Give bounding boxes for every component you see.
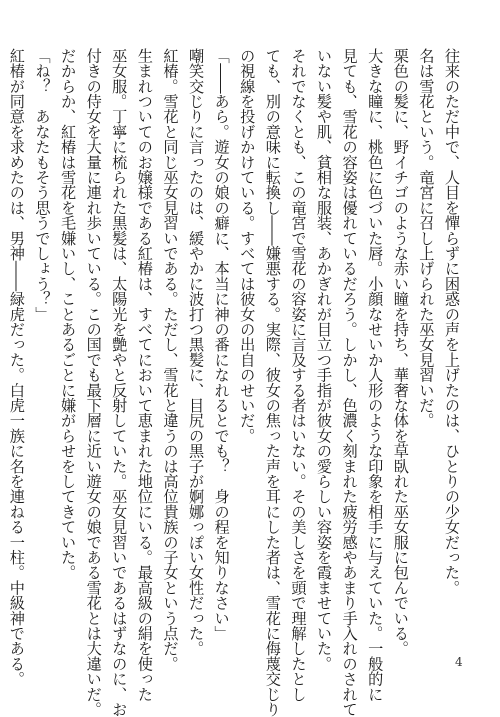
vertical-text-body	[7, 48, 464, 717]
text-line: の視線を投げかけている。すべては彼女の出自のせいだ。	[238, 48, 257, 444]
text-line: 「――あら。遊女の娘の癖に、本当に神の番になれるとでも？ 身の程を知りなさい」	[212, 48, 231, 641]
text-line: それでなくとも、この竜宮で雪花の容姿に言及する者はいない。その美しさを頭で理解したとし	[289, 48, 308, 702]
text-line: だからか、紅椿は雪花を毛嫌いし、ことあるごとに嫌がらせをしてきていた。	[59, 48, 78, 580]
text-line: 栗色の髪に、野イチゴのような赤い瞳を持ち、華奢な体を草臥れた巫女服に包んでいる。	[391, 48, 410, 656]
text-line: 嘲笑交じりに言ったのは、緩やかに波打つ黒髪に、目尻の黒子が婀娜っぽい女性だった。	[187, 48, 206, 656]
text-line: 巫女服。丁寧に梳られた黒髪は、太陽光を艶やと反射していた。巫女見習いであるはずなのに、お	[110, 48, 129, 717]
text-line: 付きの侍女を大量に連れ歩いている。この国でも最下層に近い遊女の娘である雪花とは大違いだ。	[84, 48, 103, 717]
text-line: 紅椿。雪花と同じ巫女見習いである。ただし、雪花と違うのは高位貴族の子女という点だ。	[161, 48, 180, 672]
page-number: 4	[455, 655, 463, 669]
text-line: 紅椿が同意を求めたのは、男神――緑虎だった。白虎一族に名を連ねる一柱。中級神である。	[7, 48, 26, 687]
text-line: 生まれついてのお嬢様である紅椿は、すべてにおいて恵まれた地位にいる。最高級の絹を使った	[135, 48, 154, 702]
text-line: いない髪や肌、貧相な服装、あかぎれが目立つ手指が彼女の愛らしい容姿を霞ませていた。	[315, 48, 334, 672]
text-line: 名は雪花という。竜宮に召し上げられた巫女見習いだ。	[417, 48, 436, 428]
text-line: 見ても、雪花の容姿は優れているだろう。しかし、色濃く刻まれた疲労感やあまり手入れのされて	[340, 48, 359, 717]
text-line: ても、別の意味に転換し――嫌悪する。実際、彼女の焦った声を耳にした者は、雪花に侮蔑交じり	[263, 48, 282, 717]
text-line: 大きな瞳に、桃色に色づいた唇。小顔なせいか人形のような印象を相手に与えていた。一般的に	[366, 48, 385, 702]
text-line: 「ね？ あなたもそう思うでしょう？」	[33, 48, 52, 322]
text-line: 往来のただ中で、人目を憚らずに困惑の声を上げたのは、ひとりの少女だった。	[443, 48, 461, 596]
